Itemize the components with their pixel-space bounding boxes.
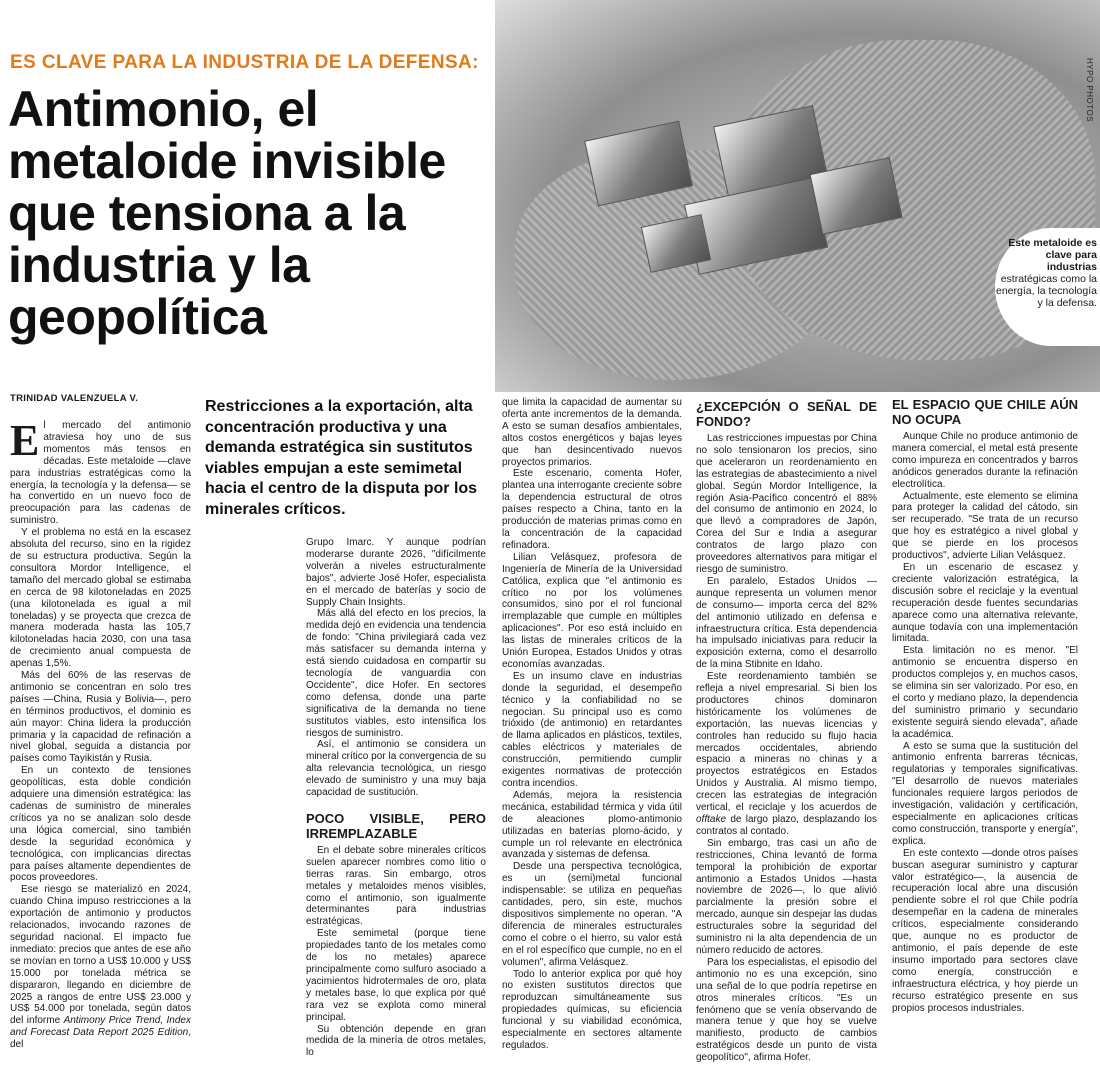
paragraph bbox=[10, 884, 191, 1051]
paragraph: que limita la capacidad de aumentar su oferta ante incrementos de la demanda. A esto se suman desafíos ambientales, altos costos energéticos y bajas leyes que han desincentivado nuevos proyectos primarios. bbox=[502, 397, 682, 468]
paragraph: En el debate sobre minerales críticos suelen aparecer nombres como litio o tierras raras. Sin embargo, otros metales y metaloides menos visibles, como el antimonio, son igualmente determinantes para industrias estratégicas. bbox=[306, 844, 486, 928]
paragraph: Así, el antimonio se considera un mineral crítico por la convergencia de su alta relevancia tecnológica, un riesgo elevado de suministro y una muy baja capacidad de sustitución. bbox=[306, 739, 486, 799]
column-3 bbox=[502, 397, 682, 1052]
paragraph: Y el problema no está en la escasez absoluta del recurso, sino en la rigidez de su estructura productiva. Según la consultora Mordor Intelligence, el tamaño del mercado global se estimaba en cerca de 98 kilotoneladas en 2025 (una kilotonelada es igual a mil toneladas) y se proyecta que crezca de manera moderada hasta las 105,7 kilotoneladas hacia 2030, con una tasa de crecimiento anual compuesta de apenas 1,5%. bbox=[10, 527, 191, 670]
hero-photo bbox=[495, 0, 1100, 392]
paragraph-text: , del bbox=[10, 1027, 191, 1051]
paragraph: Todo lo anterior explica por qué hoy no existen sustitutos directos que reproduzcan simultáneamente sus propiedades químicas, su eficiencia funcional y su viabilidad económica, especialmente en sectores altamente regulados. bbox=[502, 968, 682, 1051]
section-heading: ¿EXCEPCIÓN O SEÑAL DE FONDO? bbox=[696, 399, 877, 429]
paragraph: En este contexto —donde otros países buscan asegurar suministro y capturar valor estratégico—, la ausencia de recuperación local abre una discusión pendiente sobre el rol que Chile podría desempeñar en la cadena de minerales críticos, especialmente considerando que, aunque no es productor de antimonio, el país depende de este insumo importado para sectores clave como energía, construcción e infraestructura eléctrica, y hoy pierde un recurso estratégico presente en sus propios procesos industriales. bbox=[892, 847, 1078, 1014]
paragraph-text: de largo plazo, desplazando los contratos al contado. bbox=[696, 814, 877, 837]
report-title: Antimony Price Trend, Index and Forecast Data Report 2025 Edition bbox=[10, 1015, 191, 1039]
paragraph: En un escenario de escasez y creciente valorización estratégica, la discusión sobre el reciclaje y la eventual recuperación desde fuentes secundarias aparece como una alternativa relevante, aunque todavía con una implementación limitada. bbox=[892, 561, 1078, 645]
paragraph: Más allá del efecto en los precios, la medida dejó en evidencia una tendencia de fondo: "China privilegiará cada vez más satisfacer su demanda interna y está siendo cuidadosa en compartir su tecnología de vanguardia con Occidente", dice Hofer. En sectores como defensa, donde una parte significativa de la demanda no tiene sustitutos viables, esto intensifica los riesgos de suministro. bbox=[306, 608, 486, 739]
paragraph: Desde una perspectiva tecnológica, es un (semi)metal funcional indispensable: se utiliza en pequeñas cantidades, pero, sin este, muchos dispositivos simplemente no operan. "A diferencia de minerales estructurales como el cobre o el hierro, su valor está en el rol específico que cumple, no en el volumen", afirma Velásquez. bbox=[502, 861, 682, 968]
paragraph: Para los especialistas, el episodio del antimonio no es una excepción, sino una señal de lo que podría repetirse en otros minerales críticos. "Es un fenómeno que se venía observando de manera tenue y que hoy se vuelve manifiesto, producto de cambios estratégicos desde un punto de vista geopolítico", afirma Hofer. bbox=[696, 956, 877, 1064]
paragraph: Su obtención depende en gran medida de la minería de otros metales, lo bbox=[306, 1023, 486, 1059]
paragraph-text: Este reordenamiento también se refleja a nivel empresarial. Si bien los productores chinos dominaron históricamente los volúmenes de exportación, las nuevas licencias y controles han reducido su flujo hacia mercados occidentales, abriendo espacio a mineras no chinas y a proyectos estratégicos en Estados Unidos y Australia. Al mismo tiempo, crecen las estrategias de integración vertical, el reciclaje y los acuerdos de bbox=[696, 671, 877, 814]
column-5 bbox=[892, 395, 1078, 1014]
column-1 bbox=[10, 416, 191, 1051]
paragraph: Además, mejora la resistencia mecánica, estabilidad térmica y vida útil de aleaciones plomo-antimonio utilizadas en baterías plomo-ácido, y cumple un rol relevante en electrónica avanzada y sistemas de defensa. bbox=[502, 789, 682, 861]
photo-credit: HYPO PHOTOS bbox=[1085, 58, 1094, 123]
paragraph: Más del 60% de las reservas de antimonio se concentran en solo tres países —China, Rusia y Bolivia—, pero en términos productivos, el dominio es aún mayor: China lidera la producción primaria y la capacidad de refinación a nivel global, seguida a distancia por países como Tayikistán y Rusia. bbox=[10, 670, 191, 765]
paragraph: Aunque Chile no produce antimonio de manera comercial, el metal está presente como impureza en concentrados y barros anódicos generados durante la refinación electrolítica. bbox=[892, 431, 1078, 490]
paragraph: En paralelo, Estados Unidos —aunque representa un volumen menor de consumo— importa cerca del 82% del antimonio utilizado en defensa e infraestructura crítica. Esta dependencia ha impulsado iniciativas para reducir la exposición externa, como el desarrollo de la mina Stibnite en Idaho. bbox=[696, 575, 877, 671]
paragraph bbox=[10, 416, 191, 527]
paragraph: Este escenario, comenta Hofer, plantea una interrogante creciente sobre la dependencia estructural de otros países respecto a China, tanto en la producción de materias primas como en la concentración de la capacidad refinadora. bbox=[502, 468, 682, 551]
photo-caption-rest: estratégicas como la energía, la tecnología y la defensa. bbox=[996, 273, 1097, 309]
paragraph-text: l mercado del antimonio atraviesa hoy uno de sus momentos más tensos en décadas. Este metaloide —clave para industrias estratégicas como la energía, la tecnología y la defensa— se ha convertido en un nuevo foco de preocupación para las cadenas de suministro. bbox=[10, 420, 191, 527]
paragraph: Las restricciones impuestas por China no solo tensionaron los precios, sino que aceleraron un reordenamiento en las estrategias de abastecimiento a nivel global. Según Mordor Intelligence, la región Asia-Pacífico concentró el 88% del consumo de antimonio en 2024, lo que llevó a compradores de Japón, Corea del Sur e India a asegurar contratos de largo plazo con proveedores alternativos para mitigar el riesgo de suministro. bbox=[696, 433, 877, 575]
paragraph-text: Ese riesgo se materializó en 2024, cuando China impuso restricciones a la exportación de antimonio y productos relacionados, invocando razones de seguridad nacional. El impacto fue inmediato: precios que antes de ese año se movían en torno a US$ 10.000 y US$ 15.000 por tonelada métrica se dispararon, llegando en diciembre de 2025 a rangos de entre US$ 23.000 y US$ 54.000 por tonelada, según datos del informe bbox=[10, 884, 191, 1027]
column-2 bbox=[306, 537, 486, 1059]
paragraph: Esta limitación no es menor. "El antimonio se encuentra disperso en productos complejos y, en muchos casos, se elimina sin ser valorizado. Por eso, en el corto y mediano plazo, la dependencia del suministro primario y secundario existente seguirá siendo elevada", añade la académica. bbox=[892, 645, 1078, 740]
column-4 bbox=[696, 397, 877, 1064]
deck: Restricciones a la exportación, alta concentración productiva y una demanda estratégica sin sustitutos viables empujan a este semimetal hacia el centro de la disputa por los minerales críticos. bbox=[205, 398, 478, 518]
headline: Antimonio, el metaloide invisible que tensiona a la industria y la geopolítica bbox=[8, 81, 446, 345]
italic-term: offtake bbox=[696, 814, 727, 825]
paragraph: Es un insumo clave en industrias donde la seguridad, el desempeño técnico y la confiabilidad no se negocian. Su principal uso es como trióxido (de antimonio) en retardantes de llama aplicados en plásticos, textiles, cables eléctricos y materiales de construcción, permitiendo cumplir exigentes normativas de protección contra incendios. bbox=[502, 670, 682, 789]
paragraph: Actualmente, este elemento se elimina para proteger la calidad del cátodo, sin ser recuperado. "Se trata de un recurso que hoy es estratégico a nivel global y que se pierde en los procesos productivos", advierte Lilian Velásquez. bbox=[892, 490, 1078, 562]
photo-caption-bold: Este metaloide es clave para industrias bbox=[1008, 237, 1097, 273]
paragraph: A esto se suma que la sustitución del antimonio enfrenta barreras técnicas, regulatorias y temporales significativas. "El desarrollo de nuevos materiales funcionales requiere largos periodos de investigación, validación y certificación, especialmente en aplicaciones críticas como construcción, transporte y energía", explica. bbox=[892, 740, 1078, 847]
drop-cap: E bbox=[10, 416, 40, 465]
paragraph: Grupo Imarc. Y aunque podrían moderarse durante 2026, "difícilmente volverán a niveles estructuralmente bajos", advierte José Hofer, especialista en el mercado de baterías y socio de Supply Chain Insights. bbox=[306, 537, 486, 608]
paragraph: Este semimetal (porque tiene propiedades tanto de los metales como de los no metales) aparece principalmente como sulfuro asociado a yacimientos hidrotermales de oro, plata y metales base, lo que explica por qué rara vez se explota como mineral principal. bbox=[306, 928, 486, 1023]
photo-caption bbox=[995, 228, 1100, 346]
paragraph bbox=[696, 671, 877, 838]
kicker: ES CLAVE PARA LA INDUSTRIA DE LA DEFENSA: bbox=[10, 52, 479, 73]
section-heading: EL ESPACIO QUE CHILE AÚN NO OCUPA bbox=[892, 397, 1078, 427]
paragraph: Lilian Velásquez, profesora de Ingeniería de Minería de la Universidad Católica, explica que "el antimonio es crítico no por los volúmenes consumidos, sino por el rol funcional irremplazable que cumple en múltiples aplicaciones". Por eso está incluido en las listas de minerales críticos de la Unión Europea, Estados Unidos y otras economías avanzadas. bbox=[502, 551, 682, 670]
paragraph: En un contexto de tensiones geopolíticas, esta doble condición adquiere una dimensión estratégica: las cadenas de suministro de minerales críticos ya no se analizan solo desde una lógica comercial, sino también desde la seguridad económica y tecnológica, con implicancias directas para países altamente dependientes de pocos proveedores. bbox=[10, 765, 191, 884]
section-heading: POCO VISIBLE, PERO IRREMPLAZABLE bbox=[306, 810, 486, 841]
paragraph: Sin embargo, tras casi un año de restricciones, China levantó de forma temporal la prohibición de exportar antimonio a Estados Unidos —hasta noviembre de 2026—, lo que alivió parcialmente la presión sobre el mercado, aunque sin despejar las dudas estructurales sobre la seguridad del suministro ni la alta dependencia de un número reducido de actores. bbox=[696, 837, 877, 956]
byline: TRINIDAD VALENZUELA V. bbox=[10, 393, 139, 404]
